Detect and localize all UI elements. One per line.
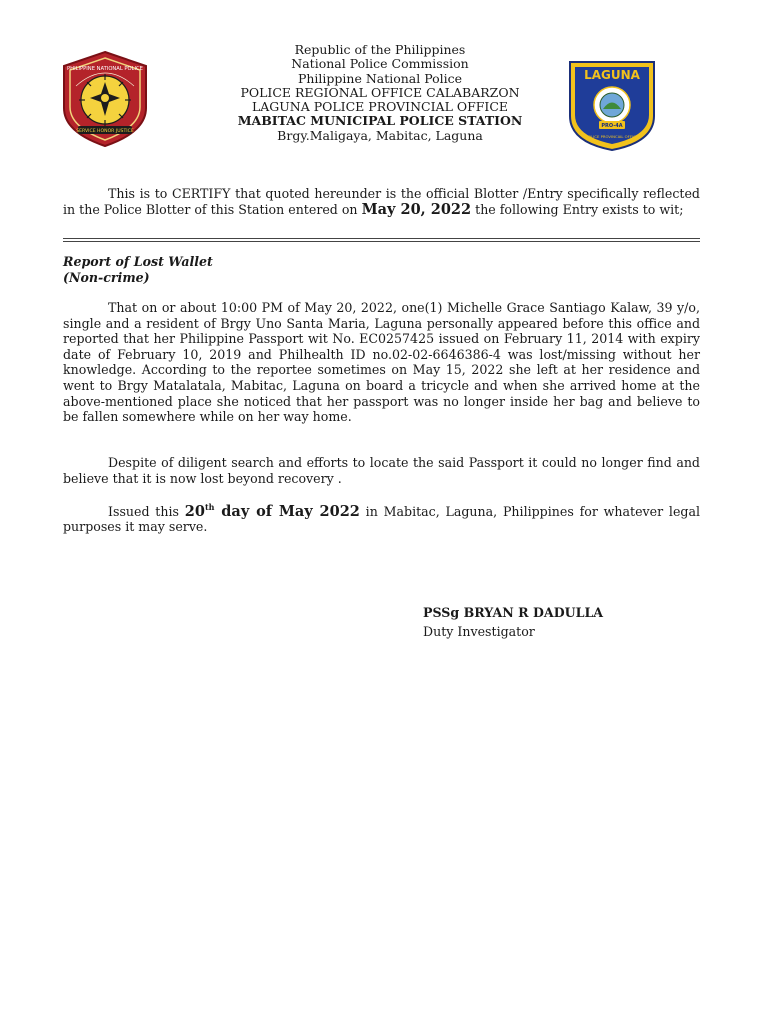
header-line-republic: Republic of the Philippines [294,42,466,57]
signatory-name: PSSg BRYAN R DADULLA [423,605,604,620]
certify-text-after: the following Entry exists to wit; [471,201,684,217]
header-line-napolcom: National Police Commission [291,56,469,72]
issued-day [185,503,360,520]
report-title: Report of Lost Wallet [63,254,213,269]
entry-date: May 20, 2022 [361,200,472,218]
laguna-ppo-shield-icon [566,58,658,152]
letterhead [180,43,580,143]
header-line-provincial-office: LAGUNA POLICE PROVINCIAL OFFICE [251,99,509,115]
svg-text:PRO-4A: PRO-4A [601,123,623,129]
divider-line [63,238,700,239]
pnp-seal-icon [60,50,150,148]
signatory-block [423,603,603,641]
divider-line-double [63,241,700,242]
report-subtitle: (Non-crime) [63,270,150,285]
svg-text:PHILIPPINE NATIONAL POLICE: PHILIPPINE NATIONAL POLICE [67,66,143,72]
issued-day-suffix: th [204,502,215,512]
certify-text-before: This is to CERTIFY that quoted hereunder is the official Blotter /Entry specifically reflected in the Police Blotter of this Station entered on [63,186,700,217]
issued-month-year: day of May 2022 [214,502,360,520]
certify-paragraph [63,186,700,217]
issued-paragraph [63,500,700,535]
issued-suffix: in Mabitac, Laguna, Philippines for whatever legal purposes it may serve. [63,503,700,535]
header-line-regional-office: POLICE REGIONAL OFFICE CALABARZON [240,84,520,100]
svg-text:SERVICE HONOR JUSTICE: SERVICE HONOR JUSTICE [76,129,134,134]
report-title-block [63,254,213,286]
issued-day-number: 20 [184,502,205,520]
svg-text:POLICE PROVINCIAL OFFICE: POLICE PROVINCIAL OFFICE [585,134,639,139]
header-address: Brgy.Maligaya, Mabitac, Laguna [277,127,483,143]
report-body-paragraph: That on or about 10:00 PM of May 20, 2022, one(1) Michelle Grace Santiago Kalaw, 39 y/o, single and a resident of Brgy Uno Santa Maria, Laguna personally appeared before this office and reported that her Philippine Passport wit No. EC0257425 issued on February 11, 2014 with expiry date of February 10, 2019 and Philhealth ID no.02-02-6646386-4 was lost/missing without her knowledge. According to the reportee sometimes on May 15, 2022 she left at her residence and went to Brgy Matalatala, Mabitac, Laguna on board a tricycle and when she arrived home at the above-mentioned place she noticed that her passport was no longer inside her bag and believe to be fallen somewhere while on her way home. [63,300,700,425]
header-station-name: MABITAC MUNICIPAL POLICE STATION [237,113,523,129]
signatory-position: Duty Investigator [423,624,535,639]
svg-text:LAGUNA: LAGUNA [584,68,640,82]
issued-prefix: Issued this [108,503,185,519]
header-line-pnp: Philippine National Police [297,70,463,86]
search-paragraph: Despite of diligent search and efforts to locate the said Passport it could no longer find and believe that it is now lost beyond recovery . [63,455,700,486]
